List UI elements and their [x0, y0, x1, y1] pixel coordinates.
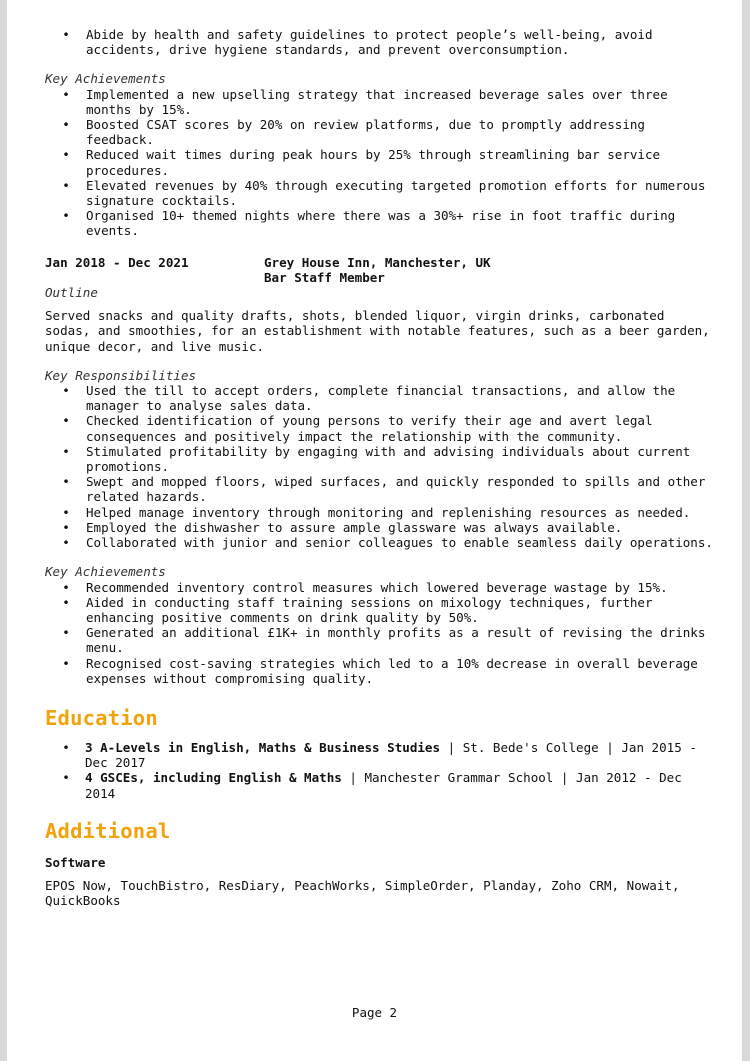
bullet-icon: •: [62, 177, 70, 193]
bullet-icon: •: [62, 579, 70, 595]
bullet-icon: •: [62, 504, 70, 520]
bullet-icon: •: [62, 594, 70, 610]
previous-job-responsibilities-list: [45, 27, 715, 57]
job-title: Bar Staff Member: [264, 269, 385, 285]
qualification: 4 GSCEs, including English & Maths: [85, 770, 342, 786]
bullet-icon: •: [62, 739, 70, 755]
bullet-icon: •: [62, 519, 70, 535]
bullet-icon: •: [62, 474, 70, 490]
list-item: [45, 770, 715, 800]
education-list: [45, 740, 715, 801]
list-item: [45, 740, 715, 770]
page-content: [45, 27, 715, 908]
achievements-label: Key Achievements: [45, 564, 166, 580]
bullet-icon: •: [62, 27, 70, 42]
list-item: • Helped manage inventory through monitoring and replenishing resources as needed.: [62, 504, 691, 520]
additional-heading: Additional: [45, 818, 171, 843]
list-item: • Checked identification of young persons to verify their age and avert legal consequences and positively impact the relationship with the community.: [62, 413, 653, 444]
list-item: • Generated an additional £1K+ in monthly profits as a result of revising the drinks menu.: [62, 625, 706, 656]
education-details: | St. Bede's College | Jan 2015 - Dec 2017: [85, 739, 697, 771]
bullet-icon: •: [62, 770, 70, 786]
bullet-icon: •: [62, 86, 70, 102]
education-heading: Education: [45, 705, 158, 730]
job-dates: Jan 2018 - Dec 2021: [45, 254, 189, 270]
responsibilities-label: Key Responsibilities: [45, 367, 197, 383]
list-item: • Aided in conducting staff training sessions on mixology techniques, further enhancing positive comments on drink quality by 50%.: [62, 594, 653, 625]
bullet-icon: •: [62, 208, 70, 224]
education-details: | Manchester Grammar School | Jan 2012 - Dec 2014: [85, 770, 682, 801]
list-item: • Reduced wait times during peak hours by 25% through streamlining bar service procedures.: [62, 147, 661, 178]
bullet-icon: •: [62, 383, 70, 399]
list-item: • Collaborated with junior and senior colleagues to enable seamless daily operations.: [62, 535, 713, 551]
job-achievements-list: [45, 580, 715, 686]
bullet-icon: •: [62, 535, 70, 551]
outline-label: Outline: [45, 285, 98, 301]
bullet-icon: •: [62, 625, 70, 641]
list-item: • Used the till to accept orders, complete financial transactions, and allow the manager to analyse sales data.: [62, 383, 676, 414]
job-outline: Served snacks and quality drafts, shots, blended liquor, virgin drinks, carbonated sodas, and smoothies, for an establishment with notable features, such as a beer garden, unique decor, and live music.: [45, 308, 710, 354]
software-list: EPOS Now, TouchBistro, ResDiary, PeachWorks, SimpleOrder, Planday, Zoho CRM, Nowait, QuickBooks: [45, 877, 680, 909]
job-employer: Grey House Inn, Manchester, UK: [264, 254, 491, 270]
previous-job-achievements-list: [45, 87, 715, 239]
list-item: • Abide by health and safety guidelines to protect people’s well-being, avoid accidents, drive hygiene standards, and prevent overconsumption.: [62, 27, 653, 58]
list-item: • Recommended inventory control measures which lowered beverage wastage by 15%.: [62, 579, 668, 595]
software-label: Software: [45, 854, 106, 870]
page-number: Page 2: [351, 1005, 398, 1020]
list-item: • Boosted CSAT scores by 20% on review platforms, due to promptly addressing feedback.: [62, 117, 645, 148]
list-item: • Elevated revenues by 40% through executing targeted promotion efforts for numerous signature cocktails.: [62, 177, 706, 209]
job-responsibilities-list: [45, 383, 715, 550]
qualification: 3 A-Levels in English, Maths & Business Studies: [85, 739, 441, 755]
resume-page: [7, 0, 742, 1061]
list-item: • Stimulated profitability by engaging with and advising individuals about current promotions.: [62, 443, 691, 475]
bullet-icon: •: [62, 117, 70, 133]
list-item: • Organised 10+ themed nights where there was a 30%+ rise in foot traffic during events.: [62, 208, 676, 239]
job-header: [45, 255, 715, 285]
bullet-icon: •: [62, 413, 70, 429]
list-item: • Recognised cost-saving strategies which led to a 10% decrease in overall beverage expenses without compromising quality.: [62, 655, 698, 686]
list-item: • Swept and mopped floors, wiped surfaces, and quickly responded to spills and other related hazards.: [62, 474, 706, 505]
list-item: • Employed the dishwasher to assure ample glassware was always available.: [62, 519, 623, 535]
bullet-icon: •: [62, 443, 70, 459]
achievements-label: Key Achievements: [45, 71, 166, 87]
list-item: • Implemented a new upselling strategy that increased beverage sales over three months by 15%.: [62, 86, 668, 117]
bullet-icon: •: [62, 147, 70, 163]
bullet-icon: •: [62, 655, 70, 671]
job-info: [264, 255, 491, 285]
